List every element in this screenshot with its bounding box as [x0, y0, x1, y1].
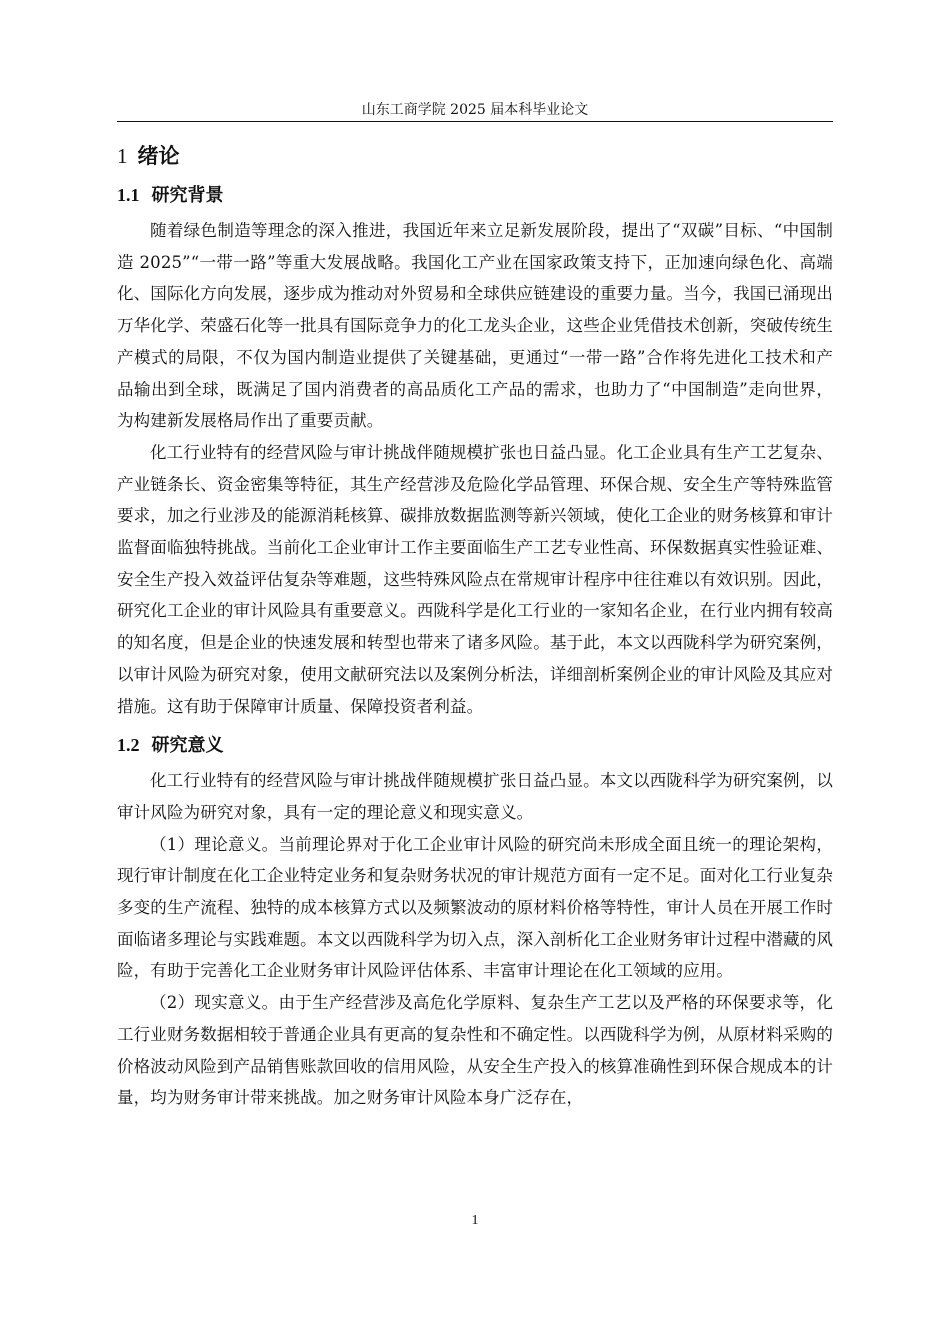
chapter-title: [117, 140, 833, 172]
section-title-text: 研究背景: [151, 185, 224, 206]
paragraph: 化工行业特有的经营风险与审计挑战伴随规模扩张日益凸显。本文以西陇科学为研究案例，以审计风险为研究对象，具有一定的理论意义和现实意义。: [117, 771, 833, 822]
paragraph: （1）理论意义。当前理论界对于化工企业审计风险的研究尚未形成全面且统一的理论架构，现行审计制度在化工企业特定业务和复杂财务状况的审计规范方面有一定不足。面对化工行业复杂多变的生产流程、独特的成本核算方式以及频繁波动的原材料价格等特性，审计人员在开展工作时面临诸多理论与实践难题。本文以西陇科学为切入点，深入剖析化工企业财务审计过程中潜藏的风险，有助于完善化工企业财务审计风险评估体系、丰富审计理论在化工领域的应用。: [117, 834, 833, 981]
section-title-research-significance: [117, 730, 833, 761]
chapter-title-text: 绪论: [137, 143, 180, 168]
paragraph: 化工行业特有的经营风险与审计挑战伴随规模扩张也日益凸显。化工企业具有生产工艺复杂、产业链条长、资金密集等特征，其生产经营涉及危险化学品管理、环保合规、安全生产等特殊监管要求，加之行业涉及的能源消耗核算、碳排放数据监测等新兴领域，使化工企业的财务核算和审计监督面临独特挑战。当前化工企业审计工作主要面临生产工艺专业性高、环保数据真实性验证难、安全生产投入效益评估复杂等难题，这些特殊风险点在常规审计程序中往往难以有效识别。因此，研究化工企业的审计风险具有重要意义。西陇科学是化工行业的一家知名企业，在行业内拥有较高的知名度，但是企业的快速发展和转型也带来了诸多风险。基于此，本文以西陇科学为研究案例，以审计风险为研究对象，使用文献研究法以及案例分析法，详细剖析案例企业的审计风险及其应对措施。这有助于保障审计质量、保障投资者利益。: [117, 442, 833, 716]
paragraph: （2）现实意义。由于生产经营涉及高危化学原料、复杂生产工艺以及严格的环保要求等，化工行业财务数据相较于普通企业具有更高的复杂性和不确定性。以西陇科学为例，从原材料采购的价格波动风险到产品销售账款回收的信用风险，从安全生产投入的核算准确性到环保合规成本的计量，均为财务审计带来挑战。加之财务审计风险本身广泛存在，: [117, 993, 833, 1108]
section-number: 1.1: [117, 185, 140, 205]
page-body: [117, 140, 833, 1114]
section-title-research-background: [117, 180, 833, 211]
header-rule: [117, 121, 833, 122]
chapter-number: 1: [117, 144, 128, 168]
section-number: 1.2: [117, 735, 140, 756]
running-header: 山东工商学院 2025 届本科毕业论文: [361, 102, 589, 118]
paragraph: 随着绿色制造等理念的深入推进，我国近年来立足新发展阶段，提出了“双碳”目标、“中国制造 2025”“一带一路”等重大发展战略。我国化工产业在国家政策支持下，正加速向绿色化、高端化、国际化方向发展，逐步成为推动对外贸易和全球供应链建设的重要力量。当今，我国已涌现出万华化学、荣盛石化等一批具有国际竞争力的化工龙头企业，这些企业凭借技术创新，突破传统生产模式的局限，不仅为国内制造业提供了关键基础，更通过“一带一路”合作将先进化工技术和产品输出到全球，既满足了国内消费者的高品质化工产品的需求，也助力了“中国制造”走向世界，为构建新发展格局作出了重要贡献。: [117, 221, 833, 431]
page-number: 1: [471, 1213, 479, 1228]
section-title-text: 研究意义: [151, 735, 224, 757]
